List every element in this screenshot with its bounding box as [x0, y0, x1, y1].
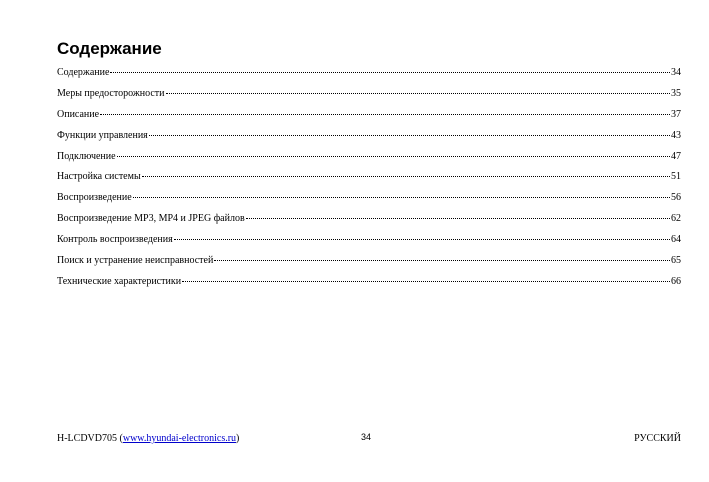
toc-entry-description[interactable]	[57, 105, 681, 126]
toc-entry-troubleshooting[interactable]	[57, 251, 681, 272]
toc-entry-label: Меры предосторожности	[57, 87, 165, 99]
toc-entry-system-setup[interactable]	[57, 167, 681, 188]
toc-entry-page: 37	[671, 108, 681, 120]
toc-entry-contents[interactable]	[57, 63, 681, 84]
toc-entry-label: Воспроизведение MP3, MP4 и JPEG файлов	[57, 213, 245, 225]
footer-open-paren: (	[117, 433, 123, 444]
footer-close-paren: )	[236, 433, 240, 444]
toc-dot-leader	[142, 165, 670, 177]
toc-entry-label: Воспроизведение	[57, 192, 132, 204]
toc-dot-leader	[110, 61, 670, 73]
toc-entry-label: Описание	[57, 108, 100, 120]
footer-page-number: 34	[361, 432, 372, 442]
toc-dot-leader	[117, 145, 670, 157]
toc-entry-page: 35	[671, 87, 681, 99]
toc-dot-leader	[133, 186, 670, 198]
toc-entry-media-playback[interactable]	[57, 209, 681, 230]
toc-dot-leader	[166, 82, 670, 94]
toc-entry-specifications[interactable]	[57, 272, 681, 293]
toc-entry-label: Контроль воспроизведения	[57, 234, 173, 246]
toc-entry-page: 51	[671, 171, 681, 183]
toc-entry-page: 66	[671, 275, 681, 287]
toc-entry-label: Настройка системы	[57, 171, 141, 183]
toc-entry-page: 64	[671, 234, 681, 246]
page-footer	[57, 432, 681, 448]
toc-dot-leader	[246, 207, 670, 219]
toc-dot-leader	[149, 124, 670, 136]
page-title: Содержание	[57, 39, 162, 58]
table-of-contents	[57, 63, 681, 293]
toc-dot-leader	[174, 228, 670, 240]
toc-entry-label: Функции управления	[57, 129, 148, 141]
toc-entry-page: 47	[671, 150, 681, 162]
toc-entry-label: Технические характеристики	[57, 275, 182, 287]
toc-entry-label: Содержание	[57, 67, 110, 78]
footer-model-info	[57, 432, 239, 446]
website-link[interactable]: www.hyundai-electronics.ru	[122, 433, 237, 444]
toc-entry-playback[interactable]	[57, 188, 681, 209]
footer-model: H-LCDVD705	[57, 433, 117, 444]
toc-entry-playback-control[interactable]	[57, 230, 681, 251]
footer-language: РУССКИЙ	[634, 433, 681, 444]
toc-dot-leader	[214, 249, 670, 261]
toc-entry-connection[interactable]	[57, 147, 681, 168]
toc-dot-leader	[100, 103, 670, 115]
toc-entry-label: Поиск и устранение неисправностей	[57, 255, 214, 267]
toc-dot-leader	[182, 270, 670, 282]
toc-entry-page: 43	[671, 129, 681, 141]
toc-entry-page: 62	[671, 213, 681, 225]
toc-entry-page: 34	[671, 67, 681, 78]
toc-entry-label: Подключение	[57, 150, 116, 162]
toc-entry-controls[interactable]	[57, 126, 681, 147]
toc-entry-page: 56	[671, 192, 681, 204]
toc-entry-page: 65	[671, 255, 681, 267]
toc-entry-precautions[interactable]	[57, 84, 681, 105]
